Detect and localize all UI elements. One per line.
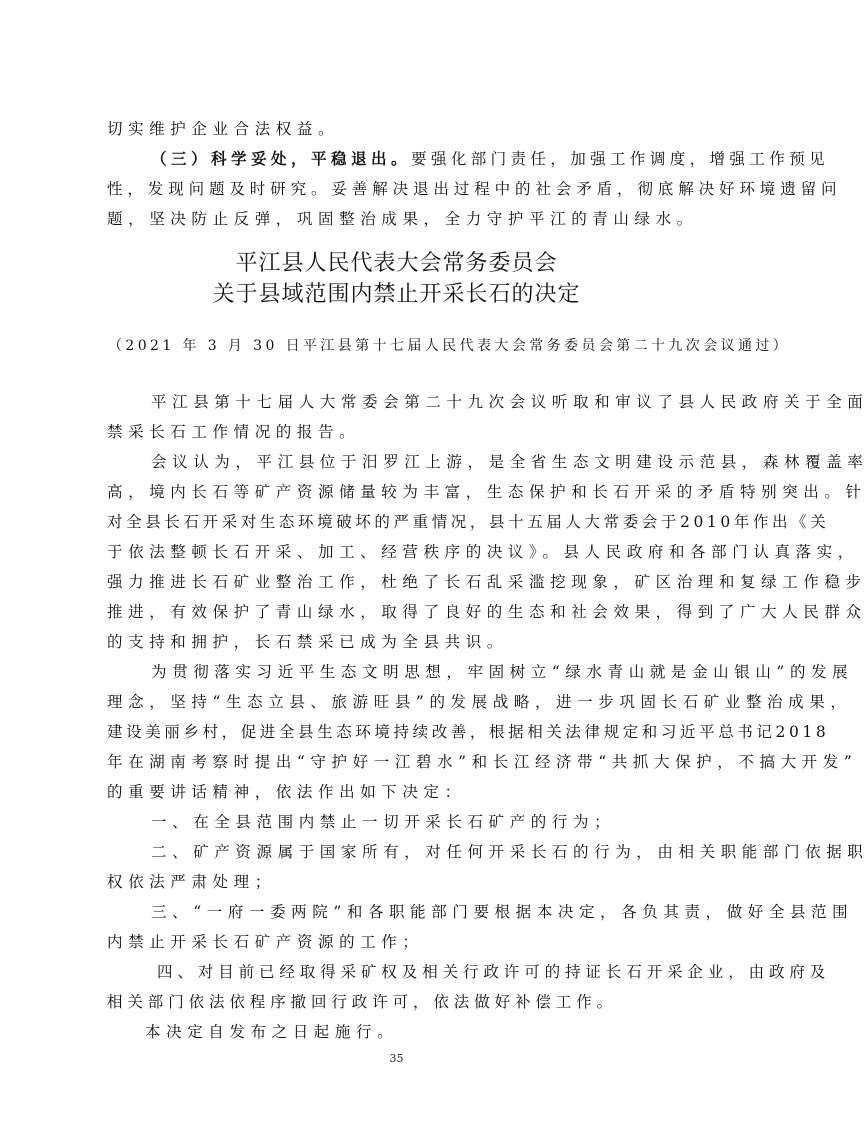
paragraph-2-line-7: 的支持和拥护，长石禁采已成为全县共识。 <box>107 633 508 651</box>
continuation-line: 切实维护企业合法权益。 <box>107 120 340 138</box>
paragraph-3-line-1: 为贯彻落实习近平生态文明思想，牢固树立“绿水青山就是金山银山”的发展 <box>151 663 854 681</box>
page-number: 35 <box>389 1052 404 1065</box>
paragraph-2-line-4: 于依法整顿长石开采、加工、经营秩序的决议》。县人民政府和各部门认真落实， <box>107 543 859 561</box>
paragraph-2-line-3: 对全县长石开采对生态环境破坏的严重情况，县十五届人大常委会于2010年作出《关 <box>107 513 830 531</box>
item-4-line-2: 相关部门依法依程序撤回行政许可，依法做好补偿工作。 <box>107 993 618 1011</box>
item-4-line-1: 四、对目前已经取得采矿权及相关行政许可的持证长石开采企业，由政府及 <box>157 963 831 981</box>
item-2-line-2: 权依法严肃处理； <box>107 873 276 891</box>
section-3-text: 要强化部门责任，加强工作调度，增强工作预见 <box>411 150 829 168</box>
item-3-line-1: 三、“一府一委两院”和各职能部门要根据本决定，各负其责，做好全县范围 <box>151 903 854 921</box>
section-3-line-3: 题，坚决防止反弹，巩固整治成果，全力守护平江的青山绿水。 <box>107 210 698 228</box>
item-2-line-1: 二、矿产资源属于国家所有，对任何开采长石的行为，由相关职能部门依据职 <box>151 843 868 861</box>
section-3-heading: （三）科学妥处，平稳退出。 <box>151 149 412 168</box>
paragraph-1-line-2: 禁采长石工作情况的报告。 <box>107 423 361 441</box>
item-3-line-2: 内禁止开采长石矿产资源的工作； <box>107 933 424 951</box>
section-3-line-2: 性，发现问题及时研究。妥善解决退出过程中的社会矛盾，彻底解决好环境遗留问 <box>107 180 842 198</box>
item-1: 一、在全县范围内禁止一切开采长石矿产的行为； <box>151 813 616 831</box>
paragraph-2-line-5: 强力推进长石矿业整治工作，杜绝了长石乱采滥挖现象，矿区治理和复绿工作稳步 <box>107 573 867 591</box>
paragraph-3-line-5: 的重要讲话精神，依法作出如下决定： <box>107 783 466 801</box>
paragraph-2-line-1: 会议认为，平江县位于汨罗江上游，是全省生态文明建设示范县，森林覆盖率 <box>151 453 868 471</box>
effective-clause: 本决定自发布之日起施行。 <box>145 1023 399 1041</box>
adopted-note: （2021 年 3 月 30 日平江县第十七届人民代表大会常务委员会第二十九次会议通过） <box>108 338 791 354</box>
decision-title-line-1: 平江县人民代表大会常务委员会 <box>235 251 558 276</box>
paragraph-3-line-4: 年在湖南考察时提出“守护好一江碧水”和长江经济带“共抓大保护，不搞大开发” <box>107 753 858 771</box>
section-3-line-1 <box>151 149 829 169</box>
decision-title-line-2: 关于县域范围内禁止开采长石的决定 <box>212 282 581 307</box>
paragraph-3-line-2: 理念，坚持“生态立县、旅游旺县”的发展战略，进一步巩固长石矿业整治成果， <box>107 693 852 711</box>
paragraph-3-line-3: 建设美丽乡村，促进全县生态环境持续改善，根据相关法律规定和习近平总书记2018 <box>107 723 830 741</box>
paragraph-1-line-1: 平江县第十七届人大常委会第二十九次会议听取和审议了县人民政府关于全面 <box>151 393 868 411</box>
paragraph-2-line-2: 高，境内长石等矿产资源储量较为丰富，生态保护和长石开采的矛盾特别突出。针 <box>107 483 867 501</box>
paragraph-2-line-6: 推进，有效保护了青山绿水，取得了良好的生态和社会效果，得到了广大人民群众 <box>107 603 867 621</box>
